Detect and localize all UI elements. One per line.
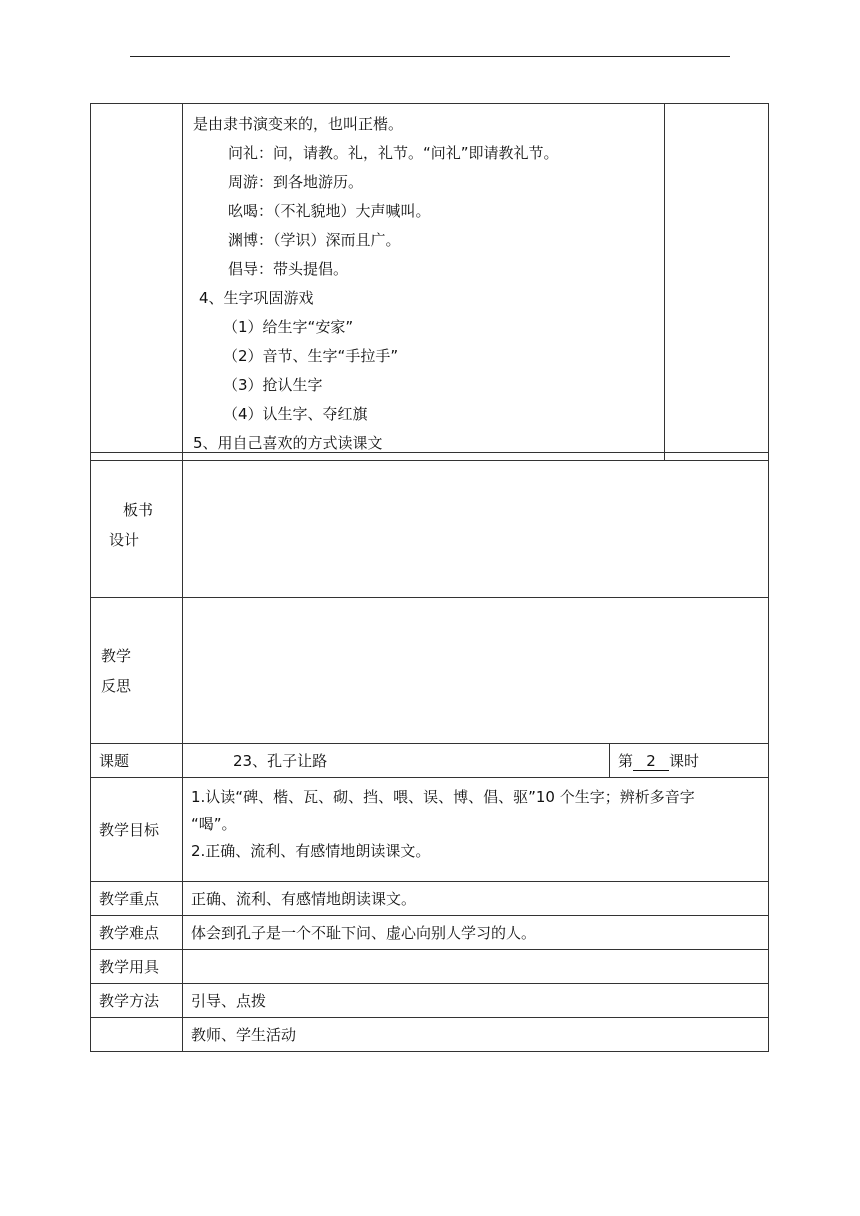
vocab-line: 吆喝：（不礼貌地）大声喊叫。: [228, 202, 431, 220]
method-label: 教学方法: [91, 984, 183, 1018]
period-prefix: 第: [618, 752, 634, 770]
vocab-line: 周游：到各地游历。: [228, 173, 364, 191]
activity-label: [91, 1018, 183, 1052]
vocab-line: 渊博：（学识）深而且广。: [228, 231, 401, 249]
goals-value: [183, 778, 769, 882]
game-item: （2）音节、生字“手拉手”: [223, 347, 399, 365]
key-point-label: 教学重点: [91, 882, 183, 916]
activity-value: 教师、学生活动: [183, 1018, 769, 1052]
goal-line: 2.正确、流利、有感情地朗读课文。: [191, 842, 431, 860]
label-text: 教学: [101, 646, 132, 665]
method-value: 引导、点拨: [183, 984, 769, 1018]
tools-value: [183, 950, 769, 984]
difficulty-value: 体会到孔子是一个不耻下问、虚心向别人学习的人。: [183, 916, 769, 950]
goal-line: “喝”。: [191, 815, 237, 833]
topic-label: 课题: [91, 744, 183, 778]
step-heading: 5、用自己喜欢的方式读课文: [193, 434, 383, 452]
period-suffix: 课时: [669, 752, 700, 770]
teaching-process-cell: [183, 104, 665, 461]
step-heading: 4、生字巩固游戏: [199, 289, 314, 307]
label-text: 反思: [101, 676, 132, 695]
difficulty-label: 教学难点: [91, 916, 183, 950]
label-text: 板书: [123, 501, 154, 519]
topic-value: 23、孔子让路: [183, 744, 610, 778]
goal-line: 1.认读“碑、楷、瓦、砌、挡、喂、误、博、倡、驱”10 个生字；辨析多音字: [191, 788, 695, 806]
vocab-line: 倡导：带头提倡。: [228, 260, 349, 278]
process-continuation-table: [90, 103, 769, 461]
board-reflection-table: [90, 452, 769, 744]
tools-label: 教学用具: [91, 950, 183, 984]
goals-label: 教学目标: [91, 778, 183, 882]
lesson-plan-table: [90, 743, 769, 1052]
game-item: （4）认生字、夺红旗: [223, 405, 368, 423]
notes-cell-empty: [665, 104, 769, 461]
game-item: （3）抢认生字: [223, 376, 323, 394]
board-design-label: [91, 453, 183, 598]
game-item: （1）给生字“安家”: [223, 318, 354, 336]
board-design-content: [183, 453, 769, 598]
label-cell-empty: [91, 104, 183, 461]
vocab-line: 问礼：问，请教。礼，礼节。“问礼”即请教礼节。: [228, 144, 559, 162]
period-number: 2: [633, 753, 669, 771]
reflection-label: [91, 598, 183, 744]
reflection-content: [183, 598, 769, 744]
page-header-rule: [130, 56, 730, 57]
period-cell: [610, 744, 769, 778]
key-point-value: 正确、流利、有感情地朗读课文。: [183, 882, 769, 916]
text-line: 是由隶书演变来的，也叫正楷。: [193, 115, 404, 133]
label-text: 设计: [109, 531, 140, 549]
